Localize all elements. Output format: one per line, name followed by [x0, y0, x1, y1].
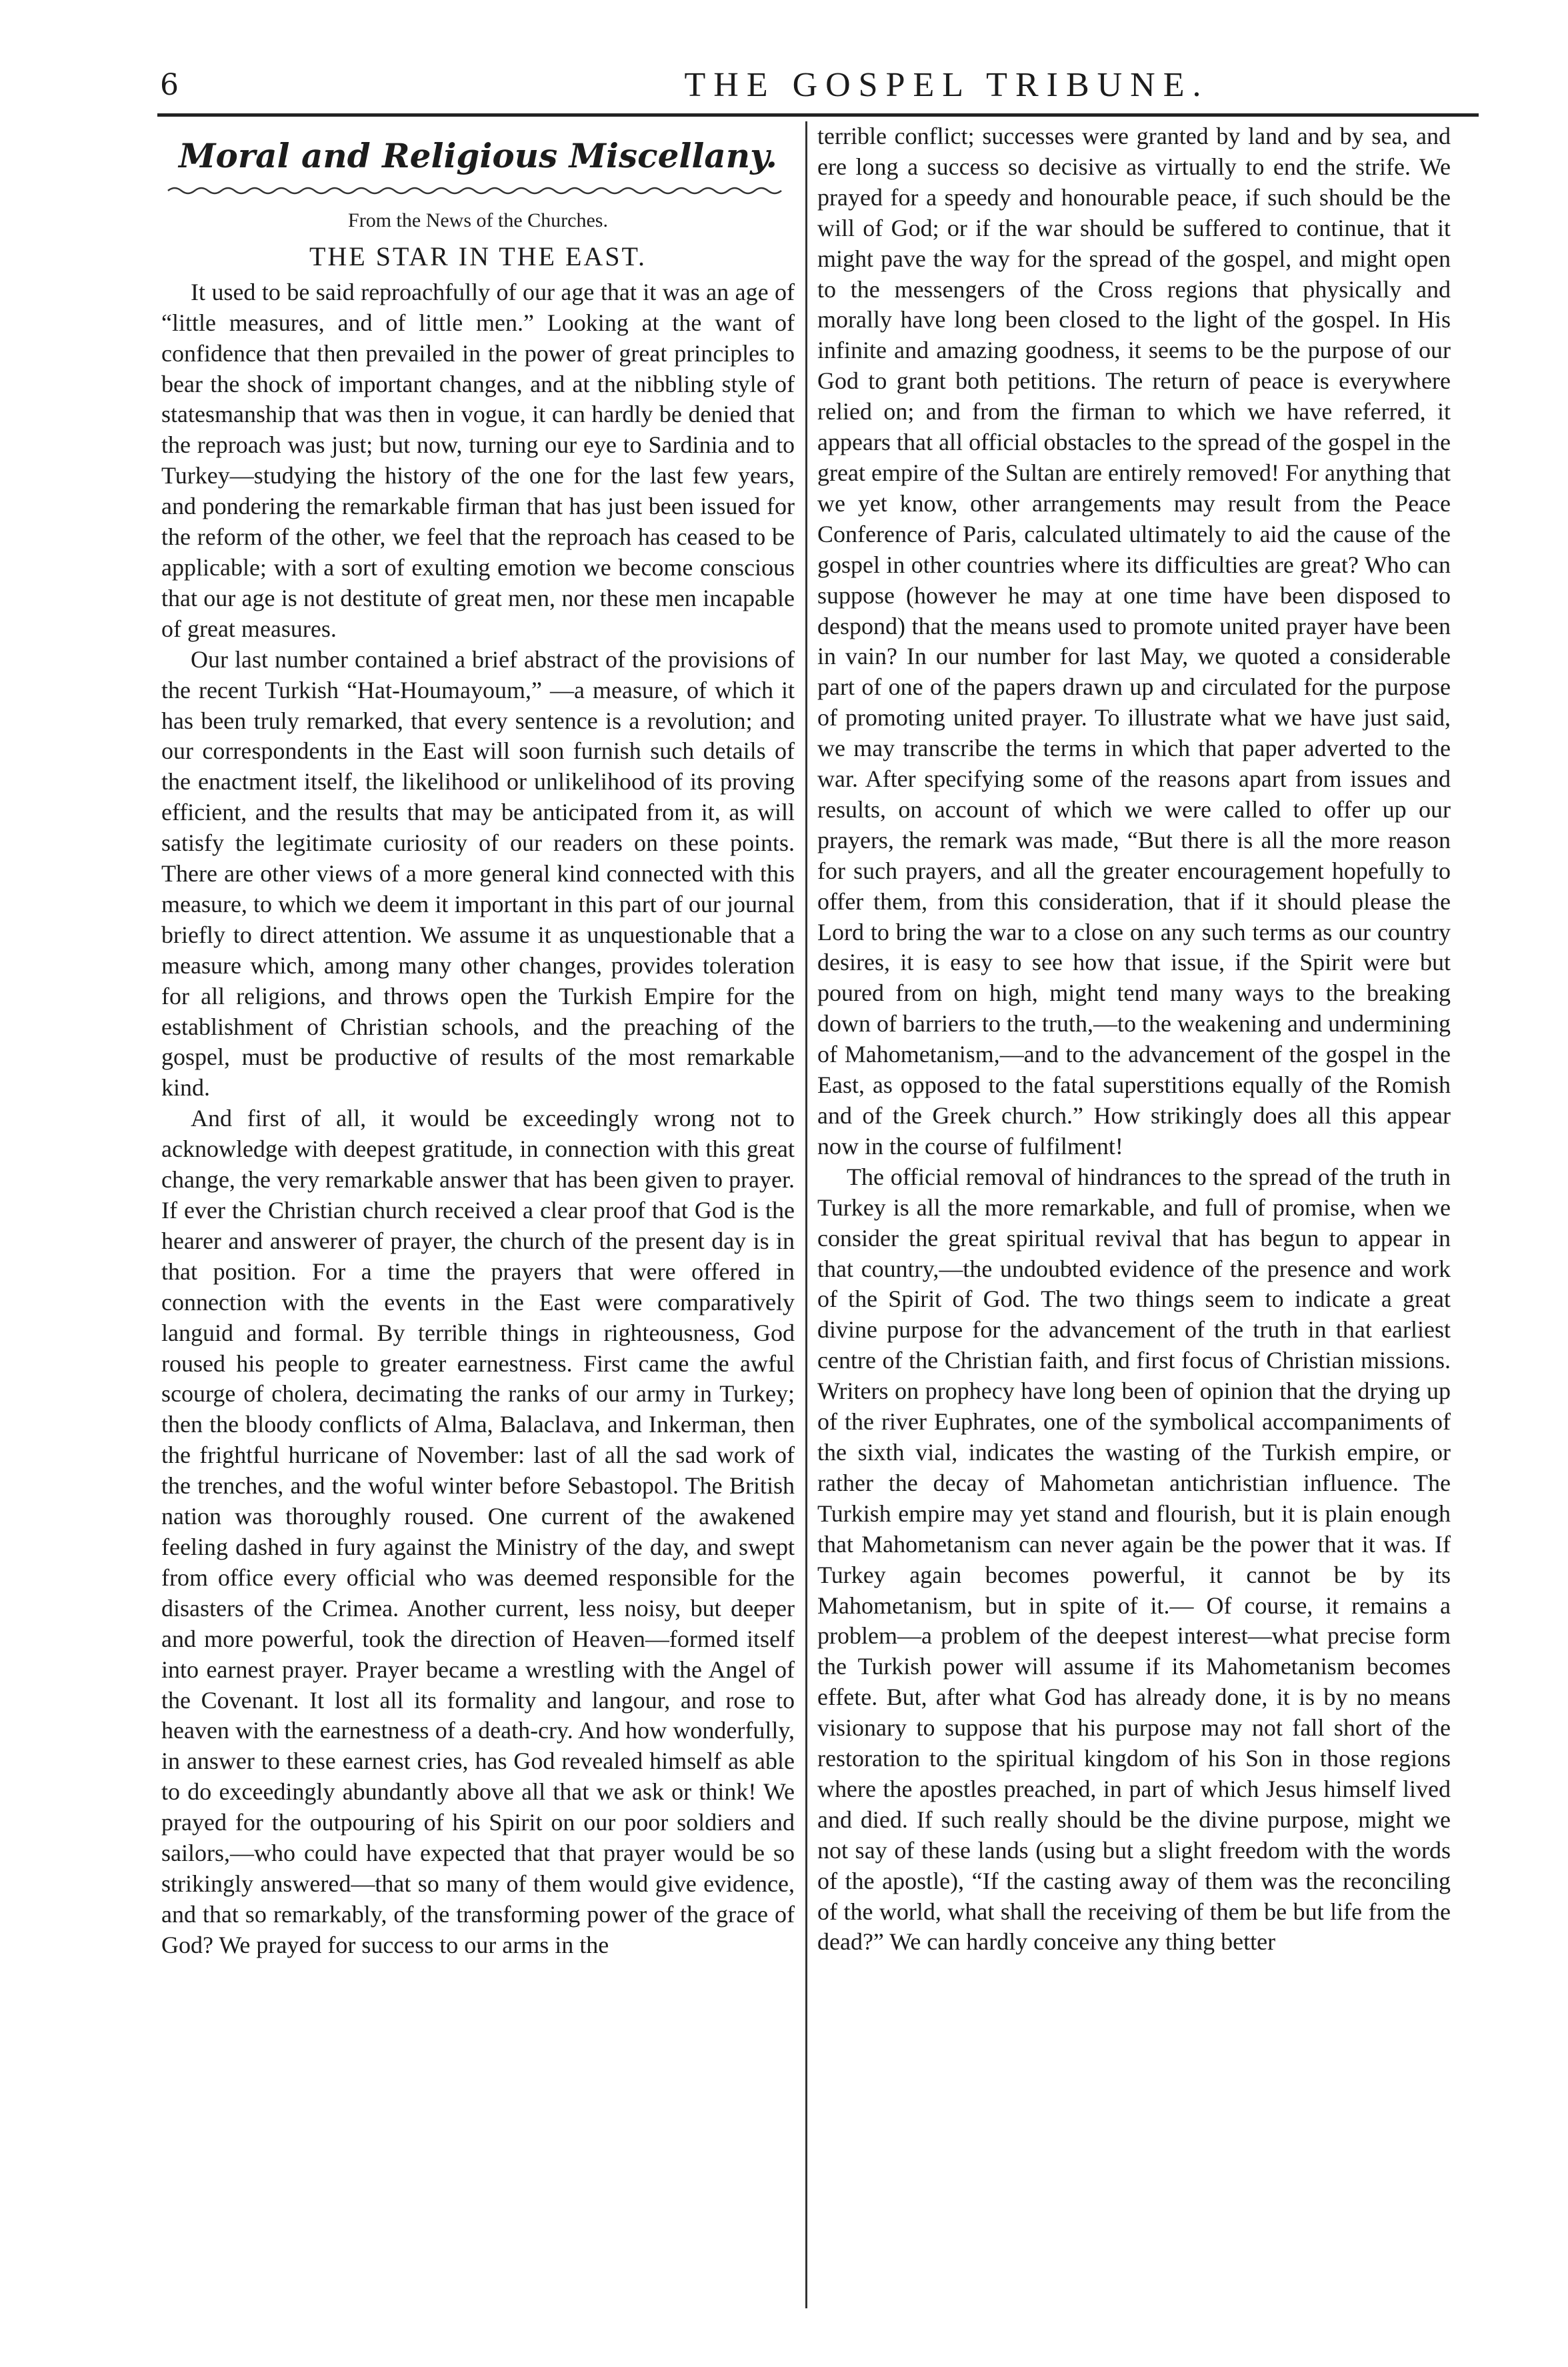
article-title: THE STAR IN THE EAST. [309, 241, 647, 271]
paragraph: Our last number contained a brief abstract of the provisions of the recent Turkish “Hat-Houmayoum,” —a measure, of which it has been truly remarked, that every sentence is a revolution; and our correspondents in the East will soon furnish such details of the enactment itself, the likelihood or unlikelihood of its proving efficient, and the results that may be anticipated from it, as will satisfy the legitimate curiosity of our readers on these points. There are other views of a more general kind connected with this measure, to which we deem it important in this part of our journal briefly to direct attention. We assume it as unquestionable that a measure which, among many other changes, provides toleration for all religions, and throws open the Turkish Empire for the establishment of Christian schools, and the preaching of the gospel, must be productive of results of the most remarkable kind. [161, 645, 795, 1101]
left-column [161, 121, 795, 2315]
running-title: THE GOSPEL TRIBUNE. [684, 66, 1209, 104]
paragraph: It used to be said reproachfully of our age that it was an age of “little measures, and of little men.” Looking at the want of confidence that then prevailed in the power of great principles to bear the shock of important changes, and at the nibbling style of statesmanship that was then in vogue, it can hardly be denied that the reproach was just; but now, turning our eye to Sardinia and to Turkey—studying the history of the one for the last few years, and pondering the remarkable firman that has just been issued for the reform of the other, we feel that the reproach has ceased to be applicable; with a sort of exulting emotion we become conscious that our age is not destitute of great men, nor these men incapable of great measures. [161, 278, 795, 642]
paragraph: And first of all, it would be exceedingly wrong not to acknowledge with deepest gratitude, in connection with this great change, the very remarkable answer that has been given to prayer. If ever the Christian church received a clear proof that God is the hearer and answerer of prayer, the church of the present day is in that position. For a time the prayers that were offered in connection with the events in the East were comparatively languid and formal. By terrible things in righteousness, God roused his people to greater earnestness. First came the awful scourge of cholera, decimating the ranks of our army in Turkey; then the bloody conflicts of Alma, Balaclava, and Inkerman, then the frightful hurricane of November: last of all the sad work of the trenches, and the woful winter before Sebastopol. The British nation was thoroughly roused. One current of the awakened feeling dashed in fury against the Ministry of the day, and swept from office every official who was deemed responsible for the disasters of the Crimea. Another current, less noisy, but deeper and more powerful, took the direction of Heaven—formed itself into earnest prayer. Prayer became a wrestling with the Angel of the Covenant. It lost all its formality and langour, and rose to heaven with the earnestness of a death-cry. And how wonderfully, in answer to these earnest cries, has God revealed himself as able to do exceedingly abundantly above all that we ask or think! We prayed for the outpouring of his Spirit on our poor soldiers and sailors,—who could have expected that that prayer would be so strikingly answered—that so many of them would give evidence, and that so remarkably, of the transforming power of the grace of God? We prayed for success to our arms in the [161, 1105, 795, 1958]
column-divider [805, 121, 807, 2308]
header-rule [157, 113, 1479, 117]
ornamental-wavy-rule [161, 183, 795, 199]
section-title: Moral and Religious Miscellany. [179, 136, 777, 175]
source-attribution: From the News of the Churches. [348, 209, 608, 231]
right-column [817, 121, 1451, 2315]
paragraph: The official removal of hindrances to the spread of the truth in Turkey is all the more remarkable, and full of promise, when we consider the great spiritual revival that has begun to appear in that country,—the undoubted evidence of the presence and work of the Spirit of God. The two things seem to indicate a great divine purpose for the advancement of the truth in that earliest centre of the Christian faith, and first focus of Christian missions. Writers on prophecy have long been of opinion that the drying up of the river Euphrates, one of the symbolical accompaniments of the sixth vial, indicates the wasting of the Turkish empire, or rather the decay of Mahometan antichristian influence. The Turkish empire may yet stand and flourish, but it is plain enough that Mahometanism can never again be the power that it was. If Turkey again becomes powerful, it cannot be by its Mahometanism, but in spite of it.— Of course, it remains a problem—a problem of the deepest interest—what precise form the Turkish power will assume if its Mahometanism becomes effete. But, after what God has already done, it is by no means visionary to suppose that his purpose may not fall short of the restoration to the spiritual kingdom of his Son in those regions where the apostles preached, in part of which Jesus himself lived and died. If such really should be the divine purpose, might we not say of these lands (using but a slight freedom with the words of the apostle), “If the casting away of them was the reconciling of the world, what shall the receiving of them be but life from the dead?” We can hardly conceive any thing better [817, 1163, 1451, 1956]
paragraph-continued: terrible conflict; successes were granted by land and by sea, and ere long a success so decisive as virtually to end the strife. We prayed for a speedy and honourable peace, if such should be the will of God; or if the war should be suffered to continue, that it might pave the way for the spread of the gospel, and might open to the messengers of the Cross regions that physically and morally have long been closed to the light of the gospel. In His infinite and amazing goodness, it seems to be the purpose of our God to grant both petitions. The return of peace is everywhere relied on; and from the firman to which we have referred, it appears that all official obstacles to the spread of the gospel in the great empire of the Sultan are entirely removed! For anything that we yet know, other arrangements may result from the Peace Conference of Paris, calculated ultimately to aid the cause of the gospel in other countries where its difficulties are great? Who can suppose (however he may at one time have been disposed to despond) that the means used to promote united prayer have been in vain? In our number for last May, we quoted a considerable part of one of the papers drawn up and circulated for the purpose of promoting united prayer. To illustrate what we have just said, we may transcribe the terms in which that paper adverted to the war. After specifying some of the reasons apart from issues and results, on account of which we were called to offer up our prayers, the remark was made, “But there is all the more reason for such prayers, and all the greater encouragement hopefully to offer them, from this consideration, that if it should please the Lord to bring the war to a close on any such terms as our country desires, it is easy to see how that issue, if the Spirit were but poured from on high, might tend many ways to the breaking down of barriers to the truth,—to the weakening and undermining of Mahometanism,—and to the advancement of the gospel in the East, as opposed to the fatal superstitions equally of the Romish and of the Greek church.” How strikingly does all this appear now in the course of fulfilment! [817, 123, 1451, 1159]
page-number: 6 [160, 68, 179, 102]
